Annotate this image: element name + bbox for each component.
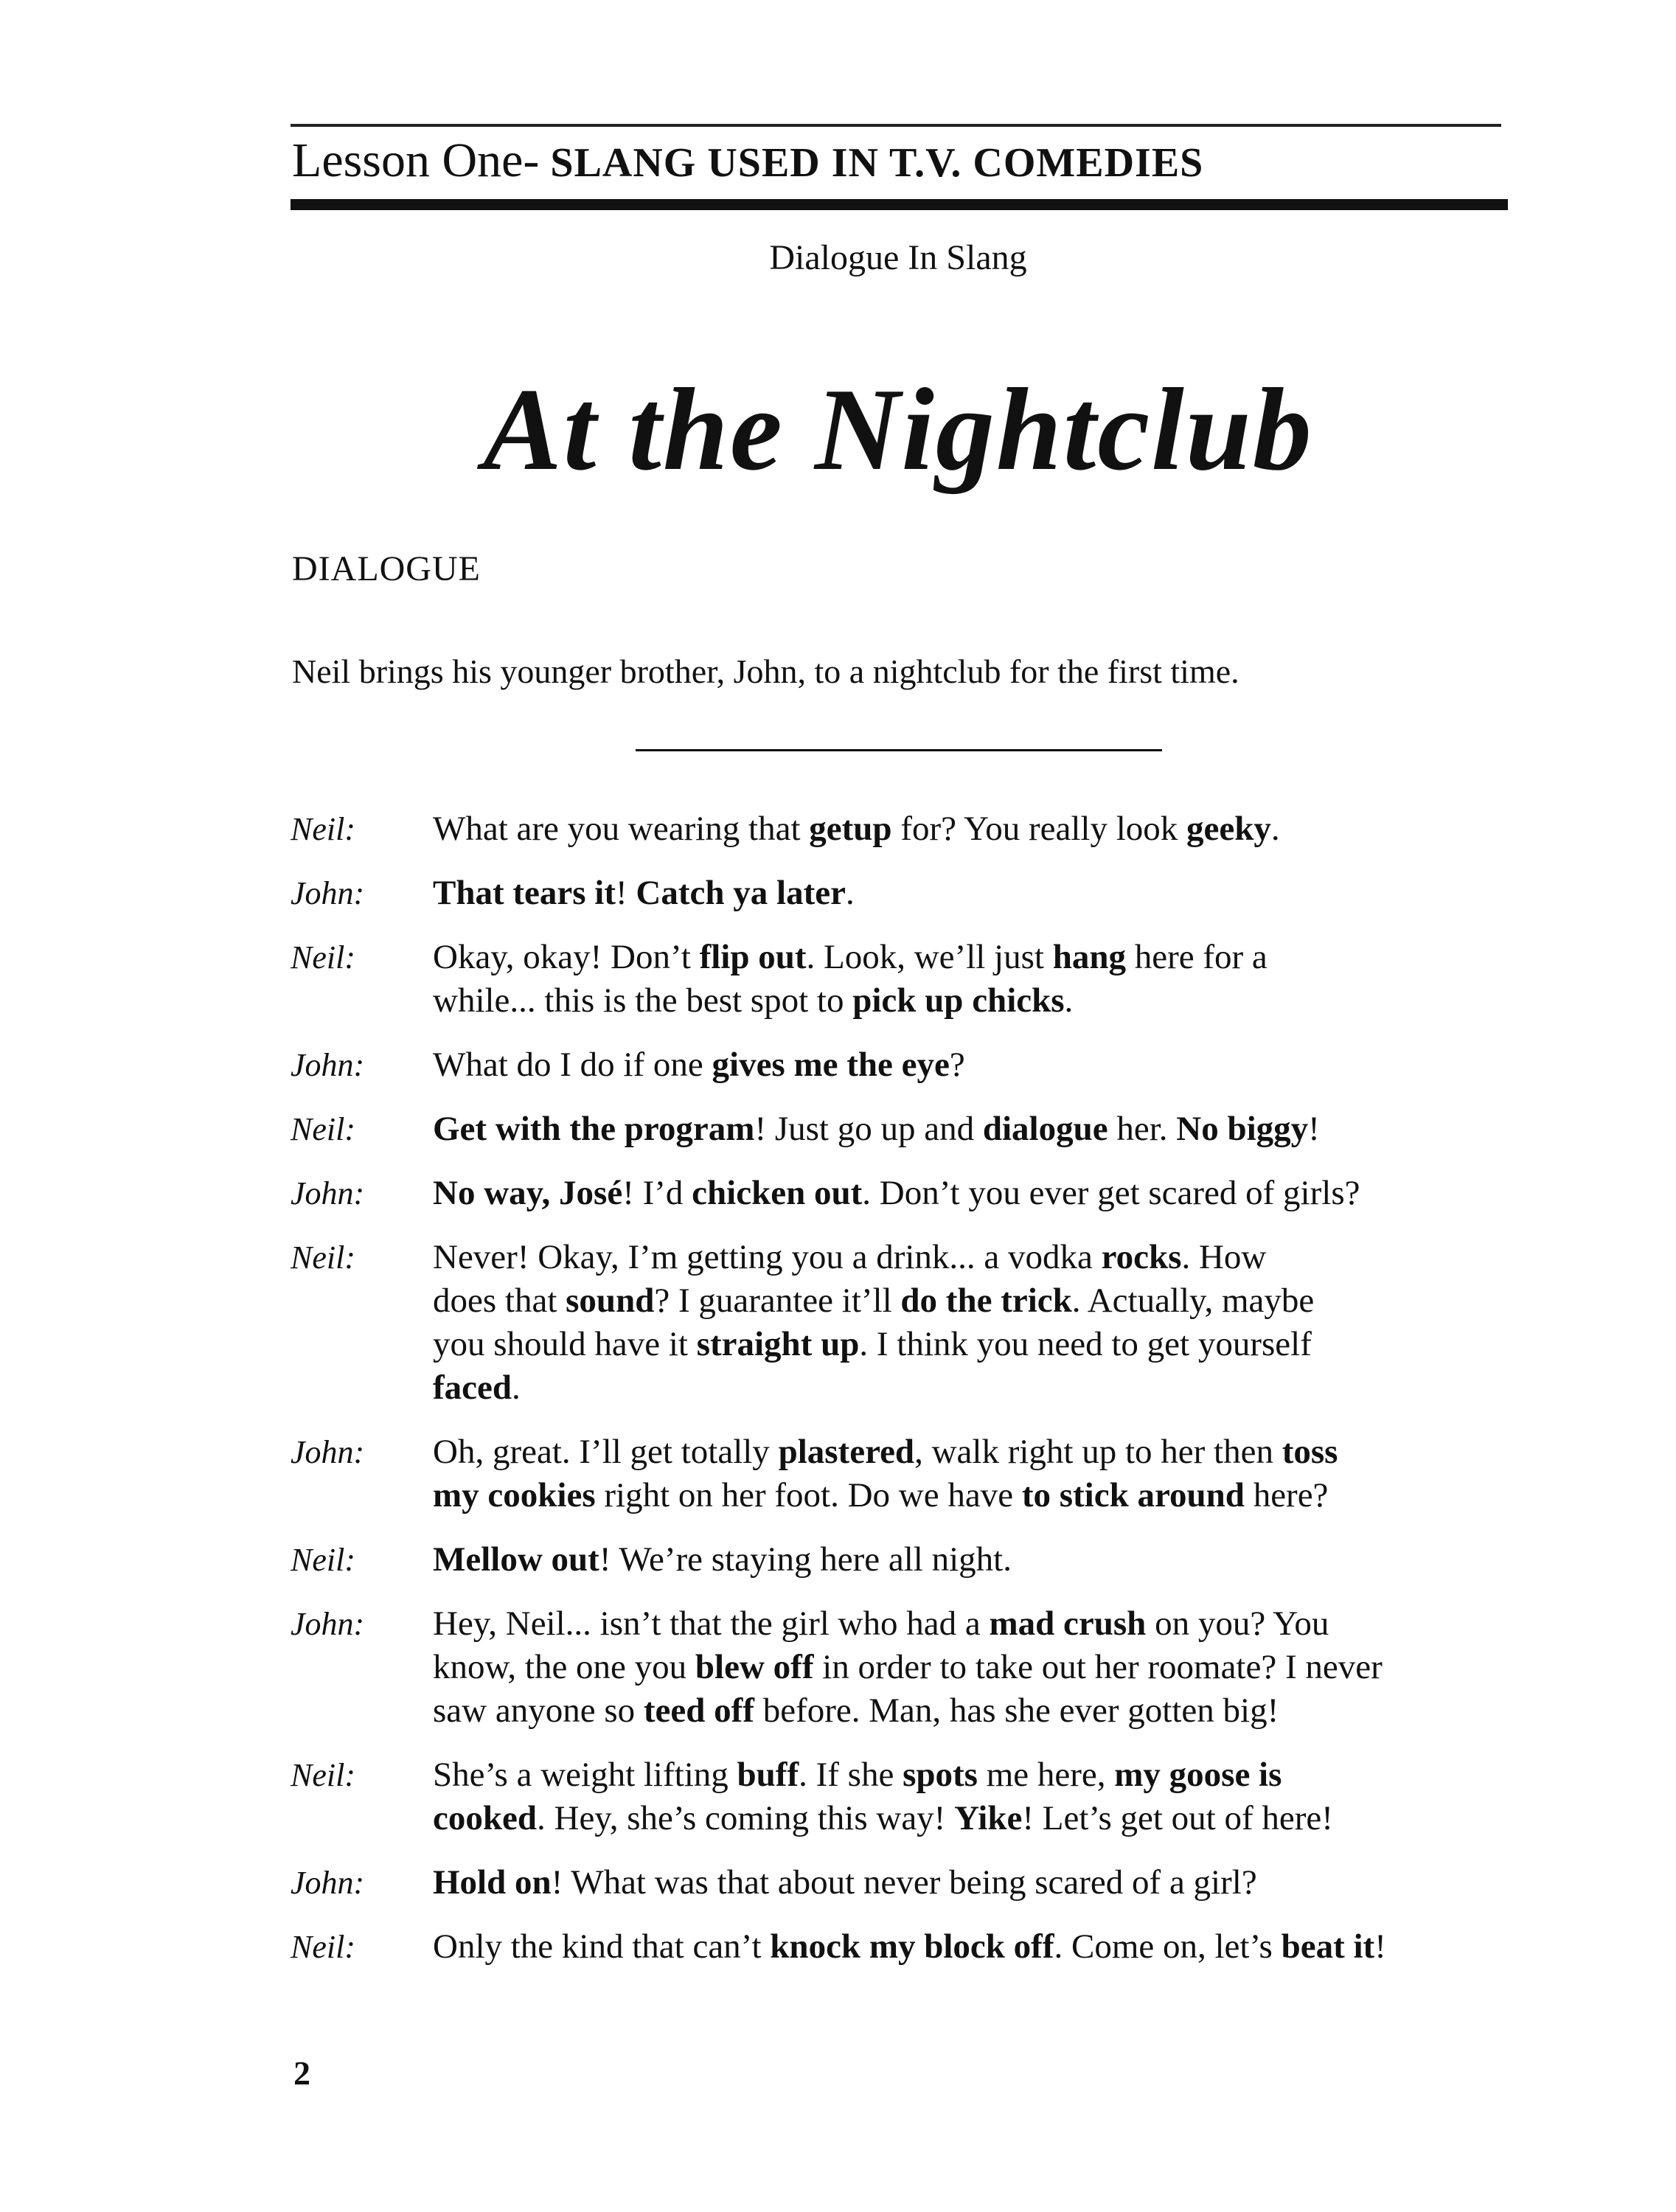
slang-term: Yike [954, 1799, 1023, 1837]
dialogue-entry [291, 1172, 1544, 1215]
dialogue-line [433, 1797, 1333, 1840]
slang-term: mad crush [989, 1604, 1147, 1643]
dialogue-entry [291, 936, 1544, 1023]
dialogue-entry [291, 1753, 1544, 1840]
text-segment: ! [616, 874, 636, 912]
text-segment: in order to take out her roomate? I never [813, 1648, 1383, 1686]
slang-term: my cookies [433, 1476, 596, 1514]
dialogue-text [433, 1538, 1012, 1582]
dialogue-text [433, 1602, 1383, 1733]
speaker-name: John: [291, 875, 365, 911]
slang-term: pick up chicks [852, 981, 1065, 1020]
dialogue-line [433, 1646, 1383, 1689]
text-segment: What do I do if one [433, 1046, 712, 1084]
dialogue-entry [291, 1107, 1544, 1151]
dialogue-text [433, 1172, 1360, 1215]
dialogue-line [433, 1602, 1383, 1646]
lesson-topic: SLANG USED IN T.V. COMEDIES [539, 140, 1204, 186]
slang-term: my goose is [1114, 1756, 1282, 1794]
dialogue-line [433, 936, 1268, 979]
dialogue-entry [291, 1925, 1544, 1969]
text-segment: . If she [799, 1756, 903, 1794]
dialogue-line [433, 1236, 1314, 1279]
slang-term: knock my block off [770, 1927, 1054, 1966]
top-rule [291, 124, 1501, 127]
text-segment: on you? You [1146, 1604, 1329, 1643]
slang-term: That tears it [433, 874, 616, 912]
slang-term: gives me the eye [712, 1046, 950, 1084]
text-segment: ! What was that about never being scared of a girl? [551, 1863, 1257, 1902]
text-segment: . [512, 1368, 521, 1407]
dialogue-line [433, 1474, 1338, 1517]
dialogue-line [433, 979, 1268, 1023]
speaker-name: Neil: [291, 939, 355, 975]
dialogue-entry [291, 1430, 1544, 1517]
text-segment: while... this is the best spot to [433, 981, 853, 1020]
text-segment: Okay, okay! Don’t [433, 938, 700, 976]
text-segment: , walk right up to her then [914, 1433, 1282, 1471]
text-segment: does that [433, 1281, 566, 1320]
slang-term: faced [433, 1368, 512, 1407]
lesson-header [292, 133, 1203, 189]
text-segment: ! We’re staying here all night. [599, 1540, 1012, 1579]
text-segment: me here, [977, 1756, 1115, 1794]
text-segment: you should have it [433, 1325, 697, 1363]
text-segment: ! [1308, 1110, 1320, 1148]
text-segment: Never! Okay, I’m getting you a drink... a vodka [433, 1238, 1102, 1276]
dialogue-text [433, 1236, 1314, 1410]
dialogue-text [433, 1107, 1320, 1151]
slang-term: to stick around [1021, 1476, 1245, 1514]
dialogue-line [433, 872, 855, 915]
slang-term: No biggy [1176, 1110, 1309, 1148]
dialogue-entry [291, 1043, 1544, 1087]
dialogue-line [433, 1925, 1386, 1969]
speaker-name: John: [291, 1606, 365, 1642]
slang-term: beat it [1281, 1927, 1375, 1966]
dialogue-text [433, 936, 1268, 1023]
dialogue-entry [291, 872, 1544, 915]
section-heading: DIALOGUE [292, 549, 481, 588]
text-segment: Oh, great. I’ll get totally [433, 1433, 779, 1471]
text-segment: . [1270, 810, 1280, 848]
text-segment: . [1064, 981, 1074, 1020]
text-segment: . Look, we’ll just [806, 938, 1053, 976]
text-segment: for? You really look [891, 810, 1187, 848]
text-segment: . Come on, let’s [1054, 1927, 1282, 1966]
text-segment: saw anyone so [433, 1691, 644, 1730]
dialogue-entry [291, 807, 1544, 851]
separator-line [636, 749, 1162, 751]
text-segment: ! Just go up and [754, 1110, 983, 1148]
slang-term: cooked [433, 1799, 537, 1837]
text-segment: ! [1374, 1927, 1386, 1966]
dialogue-text [433, 807, 1280, 851]
slang-term: geeky [1186, 810, 1271, 848]
text-segment: What are you wearing that [433, 810, 810, 848]
dialogue-line [433, 1861, 1257, 1905]
speaker-name: Neil: [291, 1239, 355, 1276]
text-segment: . How [1181, 1238, 1267, 1276]
slang-term: No way, José [433, 1174, 623, 1212]
dialogue-text [433, 1043, 965, 1087]
intro-text: Neil brings his younger brother, John, to a nightclub for the first time. [292, 653, 1239, 690]
slang-term: rocks [1101, 1238, 1182, 1276]
dialogue-line [433, 1107, 1320, 1151]
text-segment: . [845, 874, 855, 912]
slang-term: Hold on [433, 1863, 552, 1902]
dialogue-line [433, 1430, 1338, 1474]
dialogue-line [433, 1689, 1383, 1733]
slang-term: sound [566, 1281, 655, 1320]
dialogue-text [433, 1861, 1257, 1905]
dialogue-line [433, 1366, 1314, 1410]
speaker-name: John: [291, 1175, 365, 1211]
slang-term: plastered [778, 1433, 915, 1471]
slang-term: Mellow out [433, 1540, 599, 1579]
speaker-name: Neil: [291, 1757, 355, 1793]
text-segment: right on her foot. Do we have [595, 1476, 1022, 1514]
lesson-label: Lesson One- [292, 133, 540, 187]
speaker-name: John: [291, 1047, 365, 1083]
slang-term: buff [737, 1756, 799, 1794]
slang-term: flip out [699, 938, 807, 976]
subtitle: Dialogue In Slang [769, 238, 1027, 277]
dialogue-line [433, 1538, 1012, 1582]
text-segment: . Hey, she’s coming this way! [537, 1799, 955, 1837]
text-segment: . I think you need to get yourself [859, 1325, 1312, 1363]
slang-term: dialogue [982, 1110, 1108, 1148]
slang-term: spots [903, 1756, 978, 1794]
dialogue-line [433, 1279, 1314, 1323]
text-segment: ? [949, 1046, 965, 1084]
dialogue-list [291, 807, 1544, 1989]
text-segment: . Actually, maybe [1071, 1281, 1315, 1320]
text-segment: here for a [1126, 938, 1268, 976]
text-segment: . Don’t you ever get scared of girls? [862, 1174, 1360, 1212]
slang-term: do the trick [900, 1281, 1072, 1320]
dialogue-text [433, 872, 855, 915]
dialogue-text [433, 1753, 1333, 1840]
text-segment: here? [1244, 1476, 1329, 1514]
speaker-name: Neil: [291, 1929, 355, 1965]
page-title: At the Nightclub [483, 364, 1313, 495]
text-segment: Hey, Neil... isn’t that the girl who had a [433, 1604, 990, 1643]
text-segment: Only the kind that can’t [433, 1927, 771, 1966]
slang-term: blew off [695, 1648, 814, 1686]
speaker-name: Neil: [291, 811, 355, 847]
text-segment: before. Man, has she ever gotten big! [754, 1691, 1279, 1730]
text-segment: She’s a weight lifting [433, 1756, 737, 1794]
slang-term: teed off [643, 1691, 754, 1730]
slang-term: Get with the program [433, 1110, 755, 1148]
text-segment: ? I guarantee it’ll [654, 1281, 901, 1320]
page-number: 2 [293, 2054, 310, 2092]
dialogue-entry [291, 1602, 1544, 1733]
header-bar [291, 199, 1508, 210]
slang-term: getup [809, 810, 892, 848]
dialogue-text [433, 1925, 1386, 1969]
dialogue-line [433, 1043, 965, 1087]
dialogue-line [433, 807, 1280, 851]
slang-term: Catch ya later [636, 874, 846, 912]
dialogue-line [433, 1753, 1333, 1797]
slang-term: straight up [696, 1325, 860, 1363]
dialogue-text [433, 1430, 1338, 1517]
dialogue-line [433, 1172, 1360, 1215]
slang-term: chicken out [692, 1174, 863, 1212]
text-segment: know, the one you [433, 1648, 695, 1686]
dialogue-line [433, 1323, 1314, 1366]
speaker-name: John: [291, 1434, 365, 1470]
dialogue-entry [291, 1861, 1544, 1905]
text-segment: ! I’d [622, 1174, 692, 1212]
dialogue-entry [291, 1236, 1544, 1410]
text-segment: her. [1108, 1110, 1177, 1148]
speaker-name: Neil: [291, 1542, 355, 1578]
speaker-name: John: [291, 1865, 365, 1901]
dialogue-entry [291, 1538, 1544, 1582]
slang-term: hang [1052, 938, 1126, 976]
slang-term: toss [1282, 1433, 1338, 1471]
speaker-name: Neil: [291, 1111, 355, 1147]
text-segment: ! Let’s get out of here! [1022, 1799, 1333, 1837]
